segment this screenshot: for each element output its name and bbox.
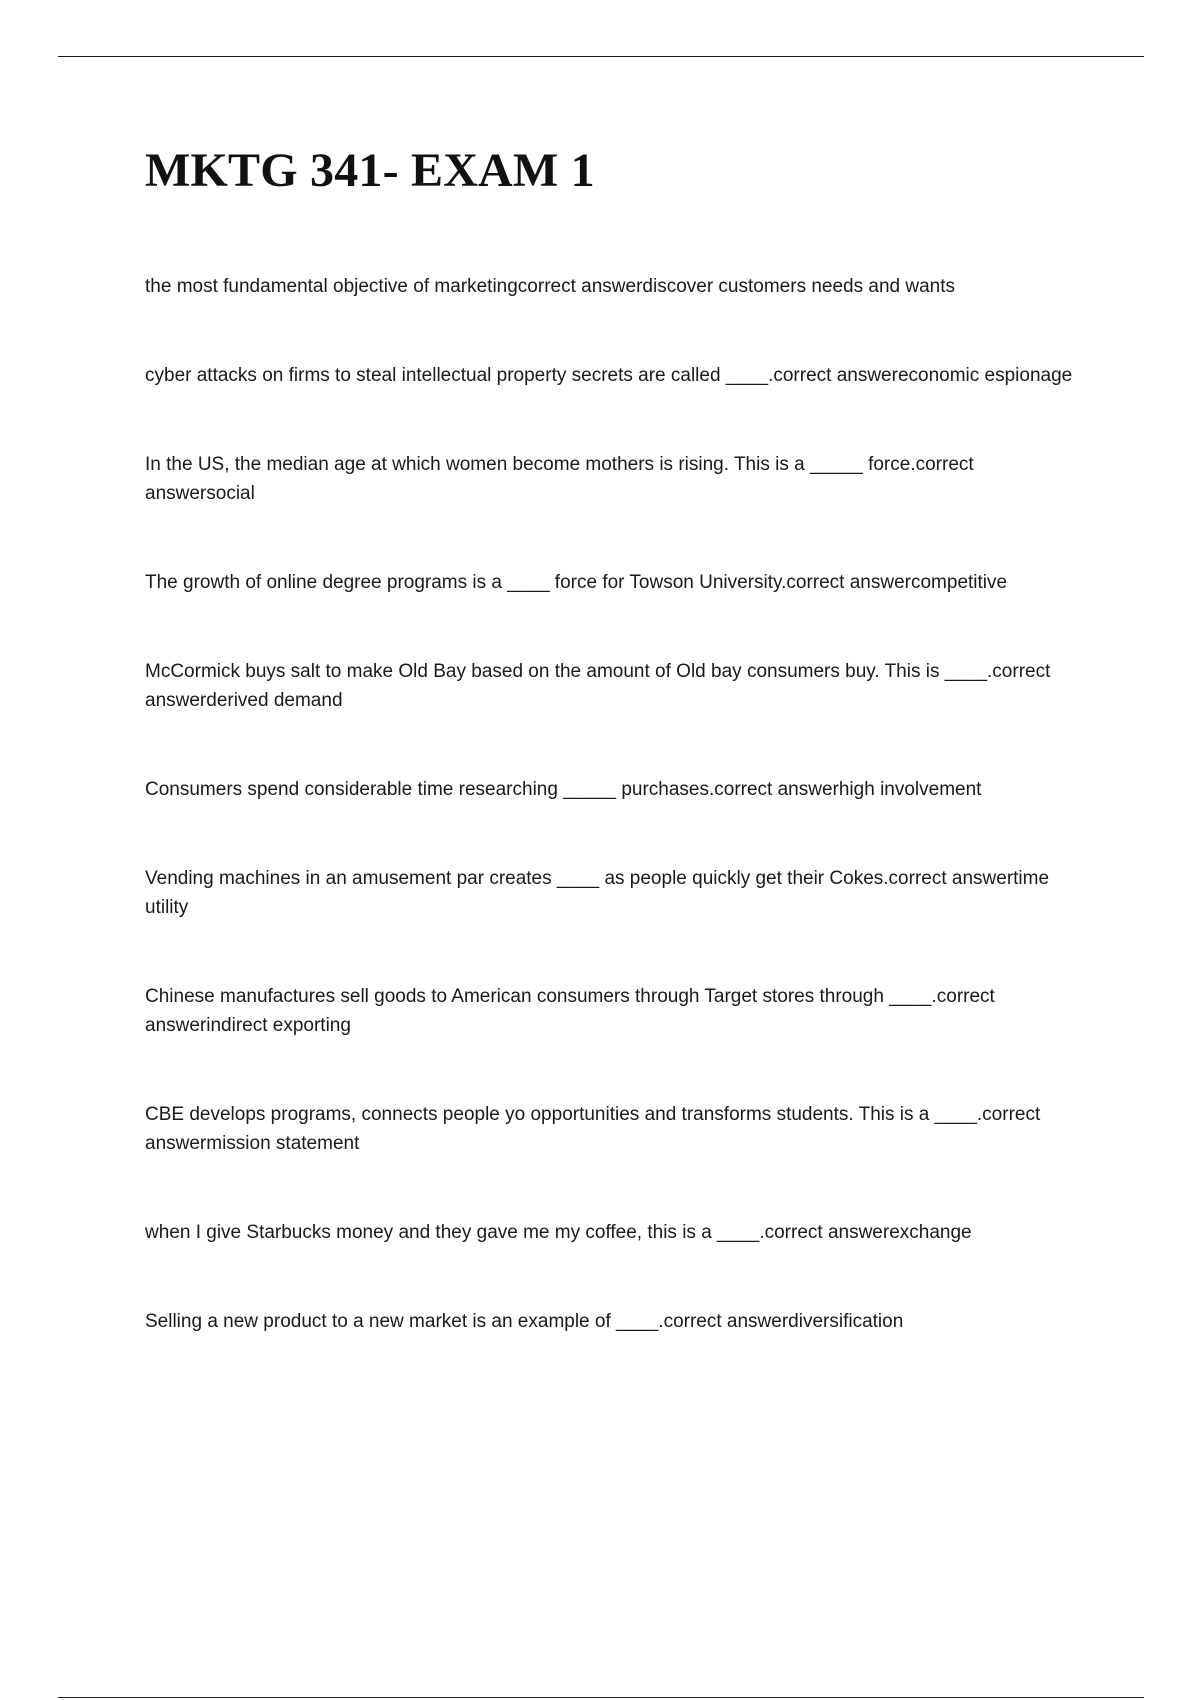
page-content (145, 142, 1085, 1396)
question-item: cyber attacks on firms to steal intellectual property secrets are called ____.correct answereconomic espionage (145, 364, 1073, 386)
question-item: Chinese manufactures sell goods to American consumers through Target stores through ____.correct answerindirect exporting (145, 985, 995, 1036)
question-item: Consumers spend considerable time researching _____ purchases.correct answerhigh involvement (145, 778, 982, 800)
question-item: the most fundamental objective of marketingcorrect answerdiscover customers needs and wants (145, 275, 956, 297)
question-item: Selling a new product to a new market is an example of ____.correct answerdiversification (145, 1310, 904, 1332)
top-rule (58, 56, 1144, 57)
document-title: MKTG 341- EXAM 1 (145, 144, 595, 197)
question-item: Vending machines in an amusement par creates ____ as people quickly get their Cokes.correct answertime utility (145, 867, 1050, 918)
bottom-rule (58, 1697, 1144, 1698)
question-item: McCormick buys salt to make Old Bay based on the amount of Old bay consumers buy. This is ____.correct answerderived demand (145, 660, 1051, 711)
question-item: CBE develops programs, connects people yo opportunities and transforms students. This is a ____.correct answermission statement (145, 1103, 1041, 1154)
question-item: when I give Starbucks money and they gave me my coffee, this is a ____.correct answerexchange (145, 1221, 972, 1243)
question-item: In the US, the median age at which women become mothers is rising. This is a _____ force.correct answersocial (145, 453, 974, 504)
question-item: The growth of online degree programs is a ____ force for Towson University.correct answercompetitive (145, 571, 1008, 593)
question-list (145, 272, 1085, 1336)
